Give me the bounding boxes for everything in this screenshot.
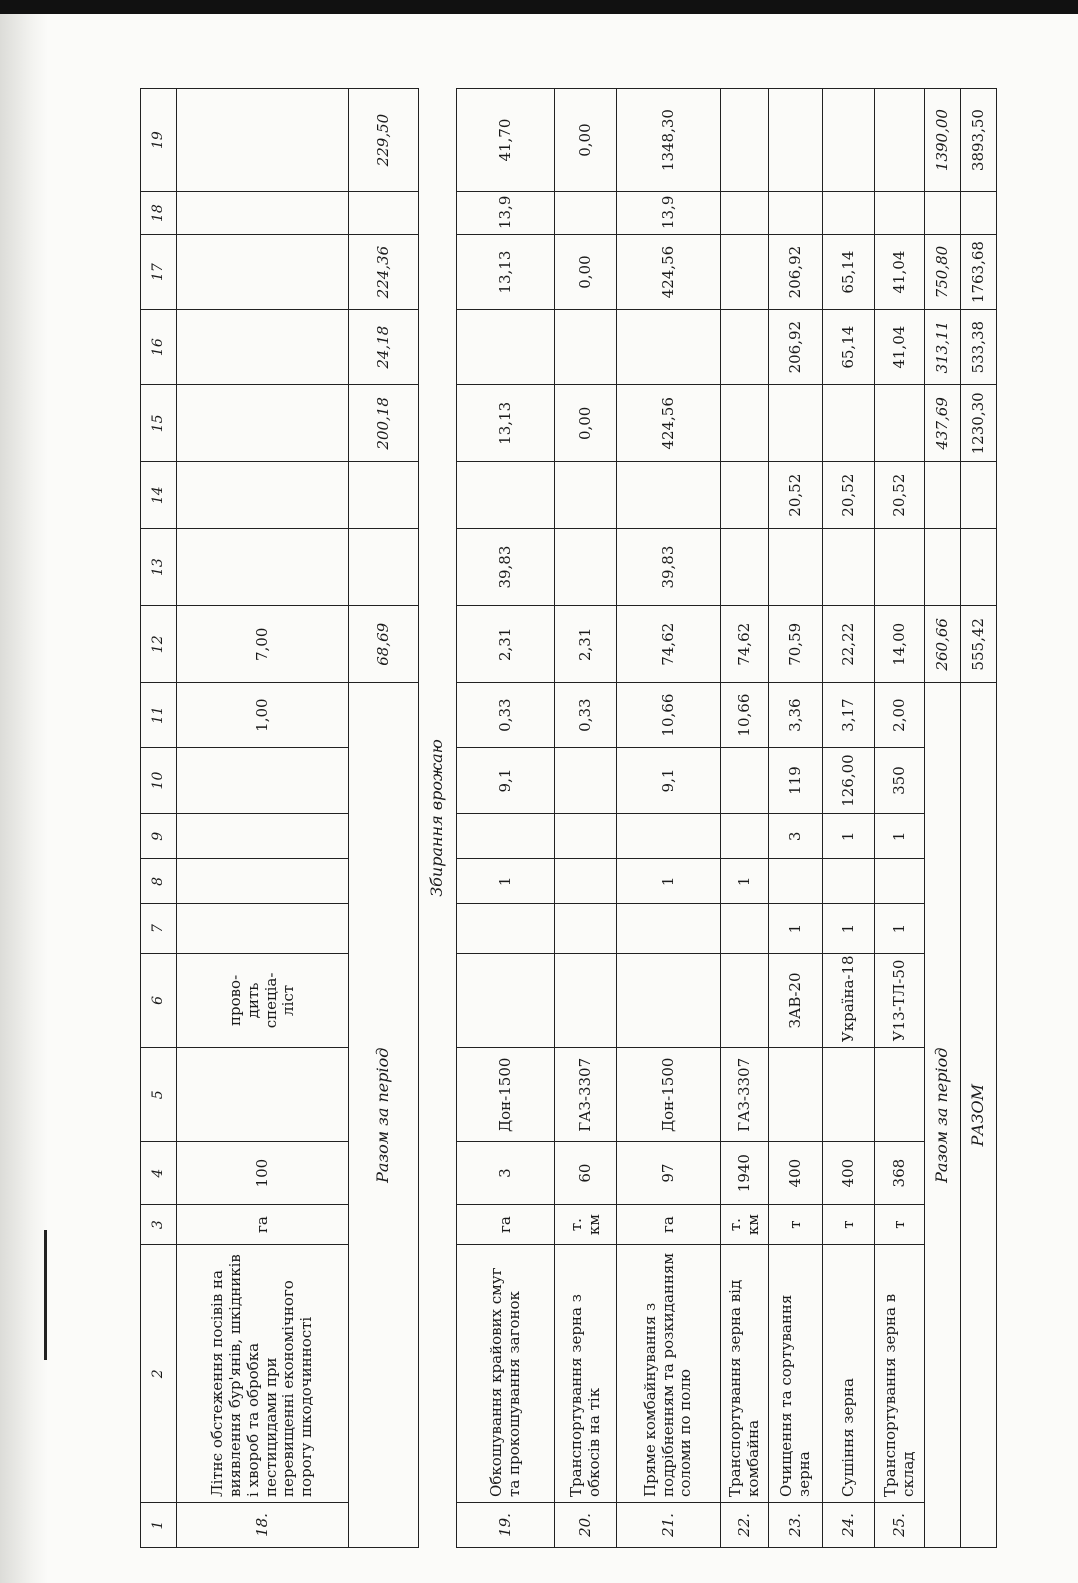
subtotal2-c17: 750,80 — [925, 235, 961, 310]
cell-c9 — [177, 814, 349, 859]
cell-name: Очищення та сортування зерна — [769, 1245, 823, 1502]
cell-c10: 9,1 — [457, 747, 555, 814]
cell-c13 — [177, 528, 349, 605]
total-c17: 1763,68 — [961, 235, 997, 310]
subtotal-c18 — [349, 192, 419, 235]
cell-c11: 3,36 — [769, 683, 823, 747]
cell-c9 — [617, 814, 721, 859]
cell-c8: 1 — [457, 859, 555, 904]
cell-c19: 41,70 — [457, 89, 555, 192]
column-number-2: 2 — [141, 1245, 177, 1502]
cell-machine: Україна-18 — [823, 953, 875, 1047]
subtotal-c15: 200,18 — [349, 385, 419, 462]
cell-c8 — [177, 859, 349, 904]
column-number-12: 12 — [141, 606, 177, 683]
operations-table — [140, 88, 997, 1548]
cell-c11: 0,33 — [457, 683, 555, 747]
subtotal-c14 — [349, 462, 419, 529]
column-number-18: 18 — [141, 192, 177, 235]
cell-c10 — [555, 747, 617, 814]
cell-c13 — [875, 528, 925, 605]
cell-name: Транспортування зерна з обкосів на тік — [555, 1245, 617, 1502]
subtotal2-c13 — [925, 528, 961, 605]
subtotal-c13 — [349, 528, 419, 605]
cell-c14 — [177, 462, 349, 529]
cell-c18 — [721, 192, 769, 235]
cell-unit: га — [617, 1204, 721, 1245]
cell-c18: 13,9 — [617, 192, 721, 235]
cell-c13 — [555, 528, 617, 605]
cell-c9 — [457, 814, 555, 859]
cell-c13: 39,83 — [457, 528, 555, 605]
total-c13 — [961, 528, 997, 605]
cell-machine — [721, 953, 769, 1047]
subtotal-label: Разом за період — [349, 683, 419, 1548]
cell-c10 — [177, 747, 349, 814]
cell-c7: 1 — [769, 904, 823, 953]
column-number-16: 16 — [141, 310, 177, 385]
cell-name: Транспортування зерна в склад — [875, 1245, 925, 1502]
cell-c17: 206,92 — [769, 235, 823, 310]
cell-c19 — [177, 89, 349, 192]
subtotal-row-1 — [349, 89, 419, 1548]
cell-c11: 2,00 — [875, 683, 925, 747]
cell-c19 — [823, 89, 875, 192]
cell-volume: 60 — [555, 1142, 617, 1204]
cell-c12: 2,31 — [457, 606, 555, 683]
scan-spine-mark — [44, 1230, 47, 1360]
cell-num: 18. — [177, 1502, 349, 1547]
cell-c12: 14,00 — [875, 606, 925, 683]
total-c14 — [961, 462, 997, 529]
cell-c16: 41,04 — [875, 310, 925, 385]
cell-c11: 1,00 — [177, 683, 349, 747]
cell-c8 — [875, 859, 925, 904]
cell-machine: прово-дить спеціа-ліст — [177, 953, 349, 1047]
cell-c19 — [875, 89, 925, 192]
cell-c8: 1 — [721, 859, 769, 904]
column-number-6: 6 — [141, 953, 177, 1047]
cell-c14 — [617, 462, 721, 529]
page-gutter-shadow — [0, 14, 48, 1583]
cell-c14: 20,52 — [875, 462, 925, 529]
cell-volume: 3 — [457, 1142, 555, 1204]
cell-c11: 10,66 — [617, 683, 721, 747]
column-number-8: 8 — [141, 859, 177, 904]
cell-c14: 20,52 — [769, 462, 823, 529]
table-row-18 — [177, 89, 349, 1548]
subtotal2-c15: 437,69 — [925, 385, 961, 462]
table-row — [457, 89, 555, 1548]
cell-c8 — [823, 859, 875, 904]
column-number-17: 17 — [141, 235, 177, 310]
cell-c15 — [721, 385, 769, 462]
cell-c15: 13,13 — [457, 385, 555, 462]
cell-num: 24. — [823, 1502, 875, 1547]
table-row — [721, 89, 769, 1548]
column-number-1: 1 — [141, 1502, 177, 1547]
cell-c18 — [177, 192, 349, 235]
grand-total-row — [961, 89, 997, 1548]
cell-c16 — [617, 310, 721, 385]
cell-c19 — [769, 89, 823, 192]
cell-c10: 119 — [769, 747, 823, 814]
cell-volume: 1940 — [721, 1142, 769, 1204]
scan-top-edge — [0, 0, 1078, 14]
cell-c16 — [457, 310, 555, 385]
cell-c10: 126,00 — [823, 747, 875, 814]
cell-c13 — [721, 528, 769, 605]
cell-tractor — [875, 1048, 925, 1142]
total-c16: 533,38 — [961, 310, 997, 385]
cell-unit: т. км — [721, 1204, 769, 1245]
cell-tractor: ГАЗ-3307 — [721, 1048, 769, 1142]
cell-c7: 1 — [875, 904, 925, 953]
column-number-5: 5 — [141, 1048, 177, 1142]
cell-c16: 206,92 — [769, 310, 823, 385]
cell-num: 25. — [875, 1502, 925, 1547]
cell-c17: 41,04 — [875, 235, 925, 310]
cell-name: Пряме комбайнування з подрібненням та розкиданням соломи по полю — [617, 1245, 721, 1502]
total-c12: 555,42 — [961, 606, 997, 683]
column-number-19: 19 — [141, 89, 177, 192]
column-number-4: 4 — [141, 1142, 177, 1204]
cell-num: 21. — [617, 1502, 721, 1547]
table-row — [823, 89, 875, 1548]
cell-c16: 65,14 — [823, 310, 875, 385]
cell-c17: 0,00 — [555, 235, 617, 310]
cell-c15 — [177, 385, 349, 462]
cell-c12: 22,22 — [823, 606, 875, 683]
subtotal2-c14 — [925, 462, 961, 529]
section-row — [419, 89, 457, 1548]
cell-machine: У13-ТЛ-50 — [875, 953, 925, 1047]
table-row — [555, 89, 617, 1548]
cell-c8 — [555, 859, 617, 904]
cell-unit: га — [177, 1204, 349, 1245]
subtotal-c16: 24,18 — [349, 310, 419, 385]
cell-volume: 368 — [875, 1142, 925, 1204]
cell-unit: т — [769, 1204, 823, 1245]
cell-volume: 400 — [769, 1142, 823, 1204]
cell-machine — [457, 953, 555, 1047]
subtotal2-label: Разом за період — [925, 683, 961, 1548]
column-number-9: 9 — [141, 814, 177, 859]
cell-unit: т — [823, 1204, 875, 1245]
column-number-14: 14 — [141, 462, 177, 529]
cell-c12: 74,62 — [617, 606, 721, 683]
cell-unit: т. км — [555, 1204, 617, 1245]
cell-c9 — [721, 814, 769, 859]
subtotal-c19: 229,50 — [349, 89, 419, 192]
cell-c15: 0,00 — [555, 385, 617, 462]
cell-c12: 74,62 — [721, 606, 769, 683]
rotated-table-wrapper — [140, 88, 988, 1548]
cell-c18 — [823, 192, 875, 235]
column-number-7: 7 — [141, 904, 177, 953]
cell-c19: 1348,30 — [617, 89, 721, 192]
cell-c16 — [555, 310, 617, 385]
cell-c14 — [555, 462, 617, 529]
cell-c7 — [617, 904, 721, 953]
cell-volume: 400 — [823, 1142, 875, 1204]
cell-c11: 0,33 — [555, 683, 617, 747]
cell-c17: 13,13 — [457, 235, 555, 310]
subtotal2-c16: 313,11 — [925, 310, 961, 385]
cell-name: Літнє обстеження посівів на виявлення бур'янів, шкідників і хвороб та обробка пестицидами при перевищенні економічного порогу шкодочинності — [177, 1245, 349, 1502]
cell-c9: 3 — [769, 814, 823, 859]
subtotal2-c19: 1390,00 — [925, 89, 961, 192]
cell-c12: 2,31 — [555, 606, 617, 683]
cell-num: 22. — [721, 1502, 769, 1547]
cell-c7: 1 — [823, 904, 875, 953]
cell-c16 — [721, 310, 769, 385]
cell-c7 — [555, 904, 617, 953]
cell-num: 20. — [555, 1502, 617, 1547]
cell-c14 — [457, 462, 555, 529]
cell-c17 — [721, 235, 769, 310]
table-row — [875, 89, 925, 1548]
cell-c16 — [177, 310, 349, 385]
column-number-3: 3 — [141, 1204, 177, 1245]
column-number-11: 11 — [141, 683, 177, 747]
cell-volume: 100 — [177, 1142, 349, 1204]
cell-volume: 97 — [617, 1142, 721, 1204]
cell-c14: 20,52 — [823, 462, 875, 529]
grand-total-label: РАЗОМ — [961, 683, 997, 1548]
cell-num: 23. — [769, 1502, 823, 1547]
cell-name: Обкошування крайових смуг та прокошування загонок — [457, 1245, 555, 1502]
subtotal2-c12: 260,66 — [925, 606, 961, 683]
cell-c8 — [769, 859, 823, 904]
cell-c17: 65,14 — [823, 235, 875, 310]
cell-c7 — [177, 904, 349, 953]
cell-c18 — [555, 192, 617, 235]
cell-tractor — [177, 1048, 349, 1142]
cell-c13: 39,83 — [617, 528, 721, 605]
cell-tractor: ГАЗ-3307 — [555, 1048, 617, 1142]
cell-c18: 13,9 — [457, 192, 555, 235]
cell-c17 — [177, 235, 349, 310]
cell-c17: 424,56 — [617, 235, 721, 310]
cell-c18 — [769, 192, 823, 235]
cell-c8: 1 — [617, 859, 721, 904]
cell-c12: 70,59 — [769, 606, 823, 683]
column-number-row — [141, 89, 177, 1548]
subtotal-c17: 224,36 — [349, 235, 419, 310]
cell-c7 — [457, 904, 555, 953]
cell-name: Сушіння зерна — [823, 1245, 875, 1502]
cell-c18 — [875, 192, 925, 235]
cell-c14 — [721, 462, 769, 529]
cell-c11: 3,17 — [823, 683, 875, 747]
cell-num: 19. — [457, 1502, 555, 1547]
total-c18 — [961, 192, 997, 235]
section-title: Збирання врожаю — [419, 89, 457, 1548]
column-number-15: 15 — [141, 385, 177, 462]
cell-c15 — [875, 385, 925, 462]
cell-c15 — [769, 385, 823, 462]
cell-tractor — [823, 1048, 875, 1142]
cell-c10: 9,1 — [617, 747, 721, 814]
cell-c19: 0,00 — [555, 89, 617, 192]
cell-c15: 424,56 — [617, 385, 721, 462]
total-c19: 3893,50 — [961, 89, 997, 192]
table-row — [617, 89, 721, 1548]
data-rows — [457, 89, 925, 1548]
cell-c15 — [823, 385, 875, 462]
cell-c10: 350 — [875, 747, 925, 814]
cell-c13 — [823, 528, 875, 605]
cell-c12: 7,00 — [177, 606, 349, 683]
total-c15: 1230,30 — [961, 385, 997, 462]
cell-c10 — [721, 747, 769, 814]
cell-name: Транспортування зерна від комбайна — [721, 1245, 769, 1502]
column-number-10: 10 — [141, 747, 177, 814]
table-row — [769, 89, 823, 1548]
column-number-13: 13 — [141, 528, 177, 605]
cell-c9: 1 — [875, 814, 925, 859]
cell-tractor: Дон-1500 — [617, 1048, 721, 1142]
cell-c9: 1 — [823, 814, 875, 859]
cell-tractor: Дон-1500 — [457, 1048, 555, 1142]
cell-machine: ЗАВ-20 — [769, 953, 823, 1047]
cell-c9 — [555, 814, 617, 859]
subtotal-row-2 — [925, 89, 961, 1548]
cell-c19 — [721, 89, 769, 192]
cell-c7 — [721, 904, 769, 953]
cell-c13 — [769, 528, 823, 605]
subtotal-c12: 68,69 — [349, 606, 419, 683]
cell-c11: 10,66 — [721, 683, 769, 747]
cell-machine — [617, 953, 721, 1047]
cell-unit: т — [875, 1204, 925, 1245]
cell-unit: га — [457, 1204, 555, 1245]
subtotal2-c18 — [925, 192, 961, 235]
cell-tractor — [769, 1048, 823, 1142]
cell-machine — [555, 953, 617, 1047]
